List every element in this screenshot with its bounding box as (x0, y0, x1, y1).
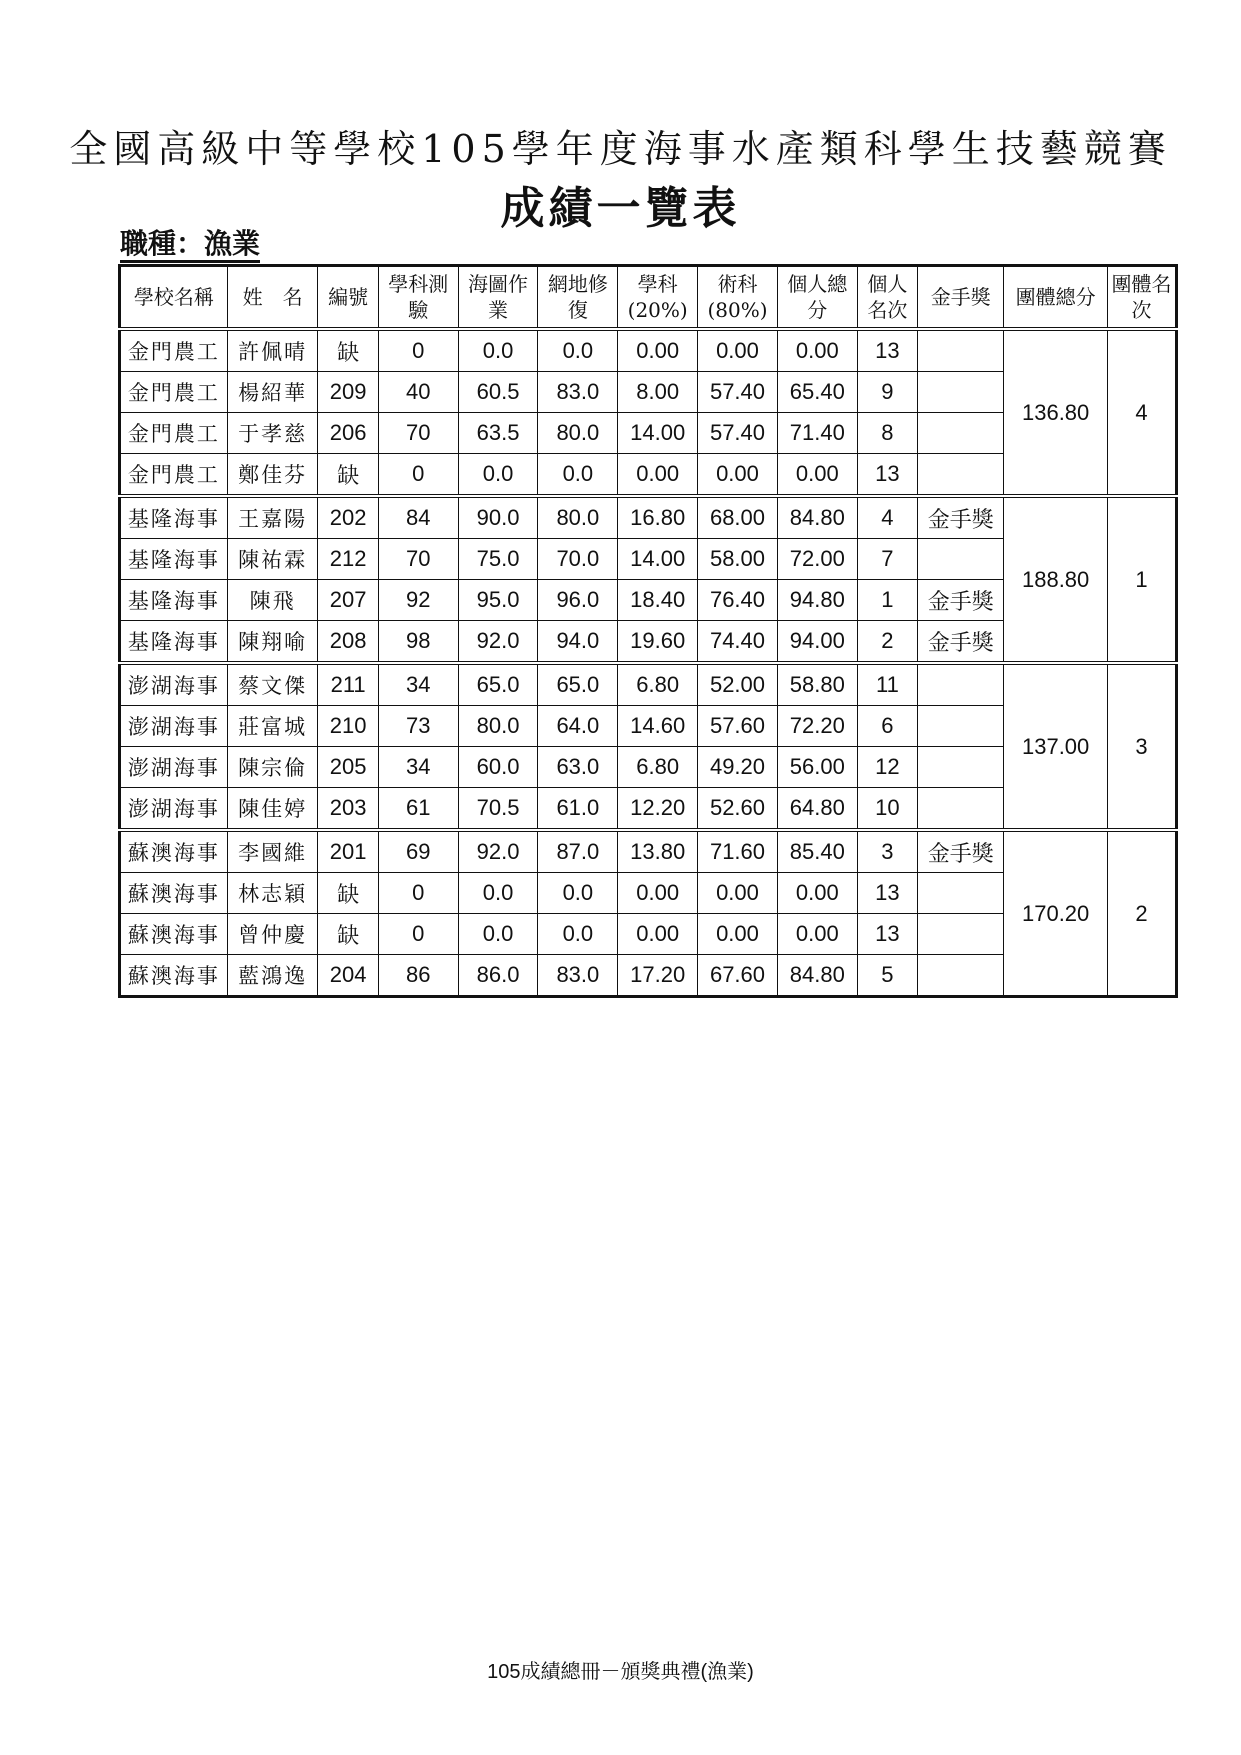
cell-golden-hand: 金手獎 (918, 621, 1004, 664)
cell-team-total: 137.00 (1004, 663, 1108, 830)
cell-team-rank: 3 (1107, 663, 1176, 830)
cell-name: 藍鴻逸 (227, 955, 318, 997)
cell-school: 澎湖海事 (120, 663, 228, 706)
cell-golden-hand: 金手獎 (918, 496, 1004, 539)
cell-net-repair: 80.0 (538, 496, 618, 539)
cell-number: 缺 (318, 914, 378, 955)
cell-name: 許佩晴 (227, 329, 318, 372)
header-chart-work: 海圖作業 (458, 266, 538, 330)
cell-individual-total: 0.00 (777, 914, 857, 955)
header-practical-80: 術科(80%) (698, 266, 778, 330)
cell-individual-rank: 13 (857, 914, 917, 955)
cell-name: 于孝慈 (227, 413, 318, 454)
cell-theory-20: 8.00 (618, 372, 698, 413)
cell-practical-80: 58.00 (698, 539, 778, 580)
cell-school: 基隆海事 (120, 621, 228, 664)
cell-written-test: 73 (378, 706, 458, 747)
cell-school: 蘇澳海事 (120, 830, 228, 873)
cell-practical-80: 71.60 (698, 830, 778, 873)
cell-theory-20: 13.80 (618, 830, 698, 873)
cell-theory-20: 12.20 (618, 788, 698, 831)
cell-chart-work: 92.0 (458, 830, 538, 873)
header-individual-rank: 個人名次 (857, 266, 917, 330)
cell-number: 203 (318, 788, 378, 831)
cell-net-repair: 96.0 (538, 580, 618, 621)
header-theory-20: 學科(20%) (618, 266, 698, 330)
cell-written-test: 0 (378, 873, 458, 914)
cell-chart-work: 95.0 (458, 580, 538, 621)
cell-theory-20: 0.00 (618, 914, 698, 955)
cell-practical-80: 52.00 (698, 663, 778, 706)
cell-chart-work: 92.0 (458, 621, 538, 664)
cell-net-repair: 0.0 (538, 873, 618, 914)
cell-practical-80: 68.00 (698, 496, 778, 539)
cell-chart-work: 70.5 (458, 788, 538, 831)
cell-chart-work: 60.5 (458, 372, 538, 413)
header-team-rank: 團體名次 (1107, 266, 1176, 330)
cell-written-test: 34 (378, 663, 458, 706)
cell-written-test: 98 (378, 621, 458, 664)
cell-individual-total: 72.20 (777, 706, 857, 747)
cell-school: 澎湖海事 (120, 788, 228, 831)
cell-school: 基隆海事 (120, 539, 228, 580)
cell-chart-work: 0.0 (458, 873, 538, 914)
cell-theory-20: 0.00 (618, 873, 698, 914)
cell-individual-rank: 13 (857, 454, 917, 497)
cell-number: 209 (318, 372, 378, 413)
cell-practical-80: 0.00 (698, 454, 778, 497)
cell-number: 205 (318, 747, 378, 788)
cell-number: 206 (318, 413, 378, 454)
cell-number: 缺 (318, 873, 378, 914)
cell-number: 201 (318, 830, 378, 873)
cell-practical-80: 52.60 (698, 788, 778, 831)
cell-theory-20: 0.00 (618, 454, 698, 497)
cell-name: 陳飛 (227, 580, 318, 621)
cell-practical-80: 67.60 (698, 955, 778, 997)
cell-individual-rank: 11 (857, 663, 917, 706)
cell-net-repair: 83.0 (538, 372, 618, 413)
cell-school: 蘇澳海事 (120, 955, 228, 997)
cell-number: 210 (318, 706, 378, 747)
cell-individual-rank: 1 (857, 580, 917, 621)
cell-number: 212 (318, 539, 378, 580)
cell-team-rank: 1 (1107, 496, 1176, 663)
cell-individual-total: 0.00 (777, 454, 857, 497)
cell-theory-20: 19.60 (618, 621, 698, 664)
cell-individual-total: 0.00 (777, 329, 857, 372)
cell-net-repair: 87.0 (538, 830, 618, 873)
document-title: 全國高級中等學校105學年度海事水產類科學生技藝競賽 (69, 127, 1172, 171)
cell-school: 澎湖海事 (120, 747, 228, 788)
cell-golden-hand (918, 329, 1004, 372)
cell-written-test: 0 (378, 329, 458, 372)
cell-theory-20: 14.00 (618, 539, 698, 580)
cell-written-test: 70 (378, 413, 458, 454)
cell-net-repair: 83.0 (538, 955, 618, 997)
table-row (120, 830, 1177, 873)
page-footer: 105成績總冊－頒獎典禮(漁業) (487, 1661, 754, 1683)
cell-practical-80: 0.00 (698, 873, 778, 914)
cell-individual-rank: 3 (857, 830, 917, 873)
cell-individual-rank: 9 (857, 372, 917, 413)
cell-written-test: 61 (378, 788, 458, 831)
cell-school: 金門農工 (120, 413, 228, 454)
cell-individual-total: 56.00 (777, 747, 857, 788)
header-golden-hand: 金手獎 (918, 266, 1004, 330)
cell-name: 楊紹華 (227, 372, 318, 413)
cell-chart-work: 0.0 (458, 329, 538, 372)
cell-name: 李國維 (227, 830, 318, 873)
cell-written-test: 70 (378, 539, 458, 580)
cell-golden-hand: 金手獎 (918, 830, 1004, 873)
cell-golden-hand (918, 955, 1004, 997)
cell-net-repair: 0.0 (538, 329, 618, 372)
cell-individual-rank: 13 (857, 873, 917, 914)
header-row (120, 266, 1177, 330)
cell-golden-hand (918, 747, 1004, 788)
cell-theory-20: 14.60 (618, 706, 698, 747)
cell-practical-80: 57.60 (698, 706, 778, 747)
cell-written-test: 69 (378, 830, 458, 873)
cell-individual-rank: 12 (857, 747, 917, 788)
cell-golden-hand (918, 539, 1004, 580)
cell-individual-total: 64.80 (777, 788, 857, 831)
cell-theory-20: 18.40 (618, 580, 698, 621)
header-number: 編號 (318, 266, 378, 330)
cell-theory-20: 6.80 (618, 747, 698, 788)
cell-written-test: 0 (378, 914, 458, 955)
cell-individual-total: 72.00 (777, 539, 857, 580)
cell-number: 204 (318, 955, 378, 997)
cell-team-total: 136.80 (1004, 329, 1108, 496)
cell-name: 鄭佳芬 (227, 454, 318, 497)
cell-practical-80: 0.00 (698, 329, 778, 372)
cell-theory-20: 0.00 (618, 329, 698, 372)
cell-written-test: 86 (378, 955, 458, 997)
cell-net-repair: 80.0 (538, 413, 618, 454)
cell-practical-80: 0.00 (698, 914, 778, 955)
cell-practical-80: 57.40 (698, 372, 778, 413)
category-label: 職種：漁業 (120, 228, 260, 263)
cell-individual-rank: 5 (857, 955, 917, 997)
table-row (120, 663, 1177, 706)
cell-golden-hand (918, 663, 1004, 706)
cell-name: 王嘉陽 (227, 496, 318, 539)
cell-school: 金門農工 (120, 372, 228, 413)
cell-number: 缺 (318, 454, 378, 497)
cell-school: 蘇澳海事 (120, 873, 228, 914)
cell-golden-hand (918, 914, 1004, 955)
cell-team-total: 188.80 (1004, 496, 1108, 663)
cell-number: 208 (318, 621, 378, 664)
cell-individual-total: 85.40 (777, 830, 857, 873)
cell-chart-work: 86.0 (458, 955, 538, 997)
cell-net-repair: 0.0 (538, 914, 618, 955)
cell-school: 蘇澳海事 (120, 914, 228, 955)
cell-net-repair: 0.0 (538, 454, 618, 497)
cell-practical-80: 49.20 (698, 747, 778, 788)
cell-individual-rank: 2 (857, 621, 917, 664)
table-row (120, 329, 1177, 372)
cell-golden-hand (918, 372, 1004, 413)
cell-individual-total: 94.00 (777, 621, 857, 664)
cell-name: 陳佳婷 (227, 788, 318, 831)
cell-golden-hand (918, 706, 1004, 747)
cell-individual-rank: 13 (857, 329, 917, 372)
cell-team-total: 170.20 (1004, 830, 1108, 997)
cell-individual-rank: 4 (857, 496, 917, 539)
cell-written-test: 84 (378, 496, 458, 539)
cell-practical-80: 74.40 (698, 621, 778, 664)
cell-individual-rank: 8 (857, 413, 917, 454)
cell-school: 基隆海事 (120, 580, 228, 621)
header-team-total: 團體總分 (1004, 266, 1108, 330)
cell-golden-hand (918, 873, 1004, 914)
cell-school: 基隆海事 (120, 496, 228, 539)
cell-number: 202 (318, 496, 378, 539)
score-table-body (120, 329, 1177, 997)
cell-net-repair: 94.0 (538, 621, 618, 664)
cell-name: 陳翔喻 (227, 621, 318, 664)
cell-number: 211 (318, 663, 378, 706)
cell-written-test: 0 (378, 454, 458, 497)
cell-name: 蔡文傑 (227, 663, 318, 706)
cell-practical-80: 57.40 (698, 413, 778, 454)
cell-individual-rank: 7 (857, 539, 917, 580)
cell-net-repair: 63.0 (538, 747, 618, 788)
cell-theory-20: 16.80 (618, 496, 698, 539)
cell-theory-20: 14.00 (618, 413, 698, 454)
cell-net-repair: 65.0 (538, 663, 618, 706)
cell-written-test: 40 (378, 372, 458, 413)
cell-individual-total: 84.80 (777, 496, 857, 539)
cell-chart-work: 0.0 (458, 454, 538, 497)
cell-chart-work: 75.0 (458, 539, 538, 580)
cell-school: 金門農工 (120, 329, 228, 372)
cell-chart-work: 0.0 (458, 914, 538, 955)
cell-individual-rank: 10 (857, 788, 917, 831)
cell-name: 林志穎 (227, 873, 318, 914)
cell-individual-total: 94.80 (777, 580, 857, 621)
cell-individual-total: 84.80 (777, 955, 857, 997)
cell-name: 陳宗倫 (227, 747, 318, 788)
cell-theory-20: 17.20 (618, 955, 698, 997)
cell-name: 曾仲慶 (227, 914, 318, 955)
cell-chart-work: 65.0 (458, 663, 538, 706)
cell-number: 缺 (318, 329, 378, 372)
header-individual-total: 個人總分 (777, 266, 857, 330)
cell-individual-total: 71.40 (777, 413, 857, 454)
cell-team-rank: 4 (1107, 329, 1176, 496)
header-net-repair: 網地修復 (538, 266, 618, 330)
cell-golden-hand (918, 788, 1004, 831)
cell-chart-work: 60.0 (458, 747, 538, 788)
cell-theory-20: 6.80 (618, 663, 698, 706)
score-table (118, 264, 1178, 998)
cell-individual-total: 58.80 (777, 663, 857, 706)
cell-practical-80: 76.40 (698, 580, 778, 621)
cell-golden-hand (918, 413, 1004, 454)
cell-golden-hand (918, 454, 1004, 497)
cell-team-rank: 2 (1107, 830, 1176, 997)
cell-golden-hand: 金手獎 (918, 580, 1004, 621)
cell-individual-rank: 6 (857, 706, 917, 747)
cell-individual-total: 0.00 (777, 873, 857, 914)
cell-written-test: 92 (378, 580, 458, 621)
cell-net-repair: 70.0 (538, 539, 618, 580)
header-name: 姓 名 (227, 266, 318, 330)
cell-number: 207 (318, 580, 378, 621)
table-row (120, 496, 1177, 539)
cell-net-repair: 64.0 (538, 706, 618, 747)
cell-chart-work: 63.5 (458, 413, 538, 454)
cell-written-test: 34 (378, 747, 458, 788)
cell-school: 金門農工 (120, 454, 228, 497)
cell-name: 陳祐霖 (227, 539, 318, 580)
header-school: 學校名稱 (120, 266, 228, 330)
cell-individual-total: 65.40 (777, 372, 857, 413)
header-written-test: 學科測驗 (378, 266, 458, 330)
cell-name: 莊富城 (227, 706, 318, 747)
cell-chart-work: 90.0 (458, 496, 538, 539)
document-subtitle: 成績一覽表 (500, 183, 741, 234)
cell-net-repair: 61.0 (538, 788, 618, 831)
cell-chart-work: 80.0 (458, 706, 538, 747)
cell-school: 澎湖海事 (120, 706, 228, 747)
